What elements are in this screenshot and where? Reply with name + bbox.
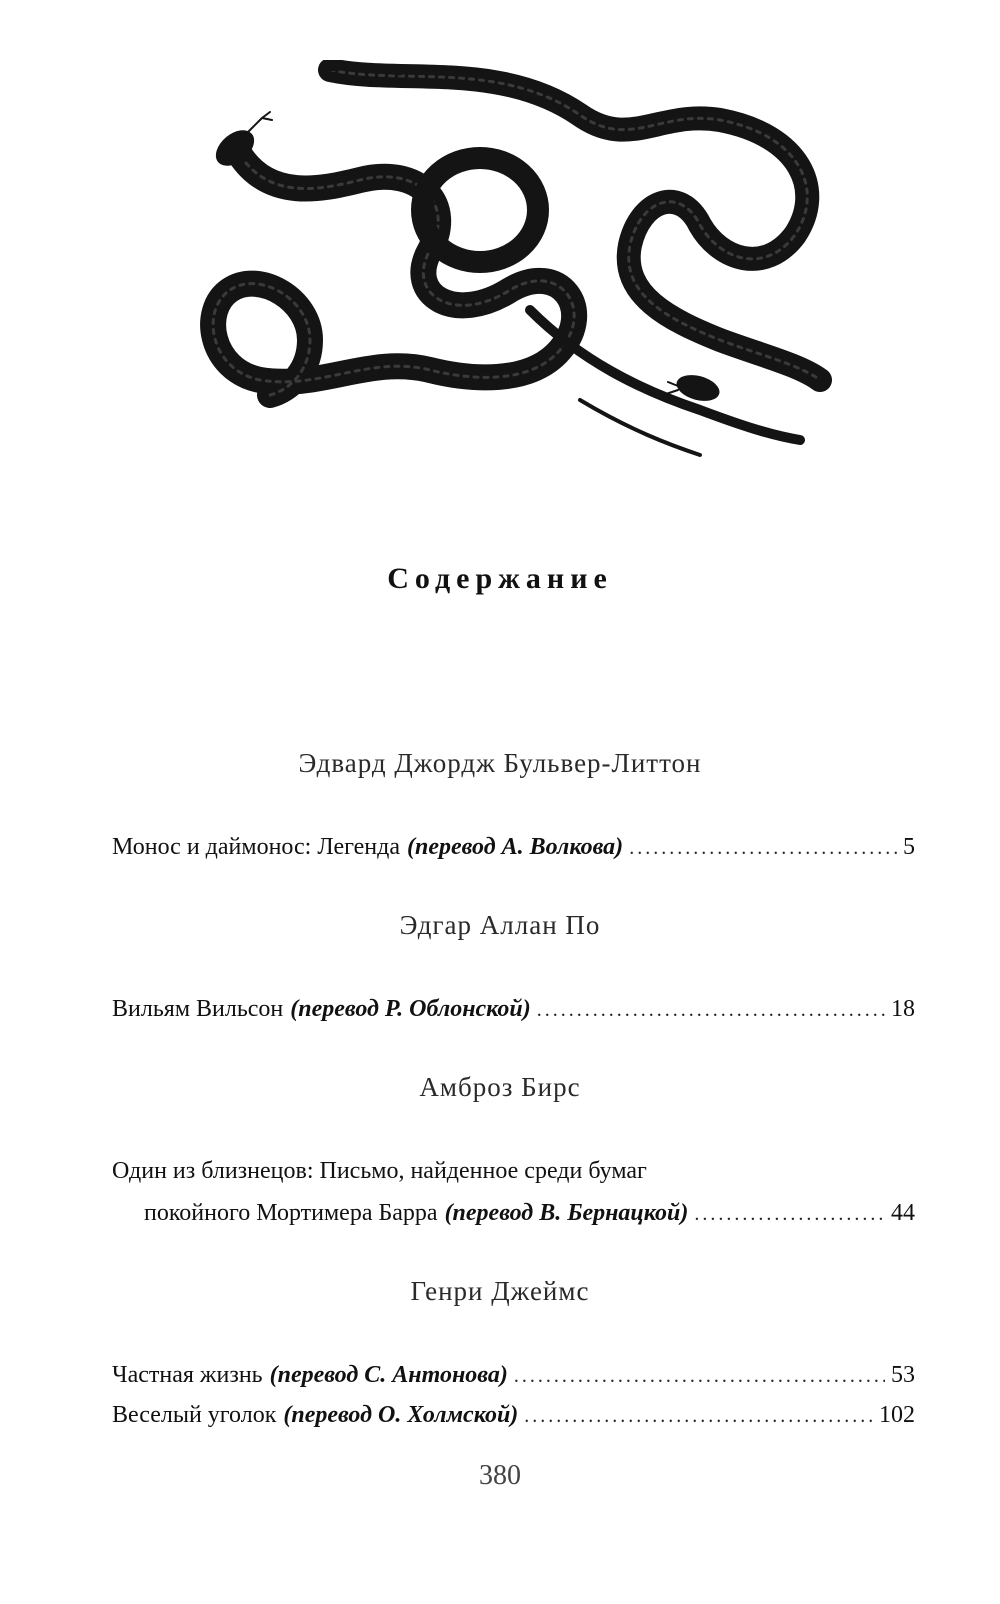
author-heading: Амброз Бирс — [419, 1072, 581, 1102]
entry-page-number: 5 — [903, 834, 915, 860]
dot-leader — [524, 1399, 873, 1433]
page-title: Содержание — [387, 562, 613, 595]
dot-leader — [514, 1359, 885, 1393]
author-heading: Эдвард Джордж Бульвер-Литтон — [298, 748, 702, 778]
dot-leader — [537, 993, 885, 1027]
dot-leader — [694, 1197, 885, 1231]
entry-title: Частная жизнь — [112, 1362, 263, 1388]
author-heading: Эдгар Аллан По — [399, 910, 601, 940]
snakes-illustration-icon — [200, 60, 840, 490]
entry-page-number: 18 — [891, 996, 915, 1022]
author-heading: Генри Джеймс — [410, 1276, 590, 1306]
entry-title: Веселый уголок — [112, 1402, 277, 1428]
entry-title: покойного Мортимера Барра — [144, 1200, 438, 1226]
entry-page-number: 102 — [879, 1402, 915, 1428]
toc-entry[interactable] — [144, 1196, 915, 1231]
entry-translator: (перевод О. Холмской) — [283, 1402, 519, 1428]
dot-leader — [629, 831, 897, 865]
entry-translator: (перевод В. Бернацкой) — [444, 1200, 689, 1226]
toc-entry[interactable] — [112, 992, 915, 1027]
toc-entry[interactable] — [112, 830, 915, 865]
entry-translator: (перевод С. Антонова) — [269, 1362, 508, 1388]
page-number: 380 — [479, 1460, 521, 1491]
entry-page-number: 44 — [891, 1200, 915, 1226]
entry-title: Монос и даймонос: Легенда — [112, 834, 400, 860]
entry-title-line[interactable]: Один из близнецов: Письмо, найденное среди бумаг — [112, 1158, 647, 1184]
entry-page-number: 53 — [891, 1362, 915, 1388]
toc-entry[interactable] — [112, 1358, 915, 1393]
entry-translator: (перевод Р. Облонской) — [290, 996, 531, 1022]
entry-title: Вильям Вильсон — [112, 996, 284, 1022]
entry-translator: (перевод А. Волкова) — [407, 834, 624, 860]
toc-entry[interactable] — [112, 1398, 915, 1433]
